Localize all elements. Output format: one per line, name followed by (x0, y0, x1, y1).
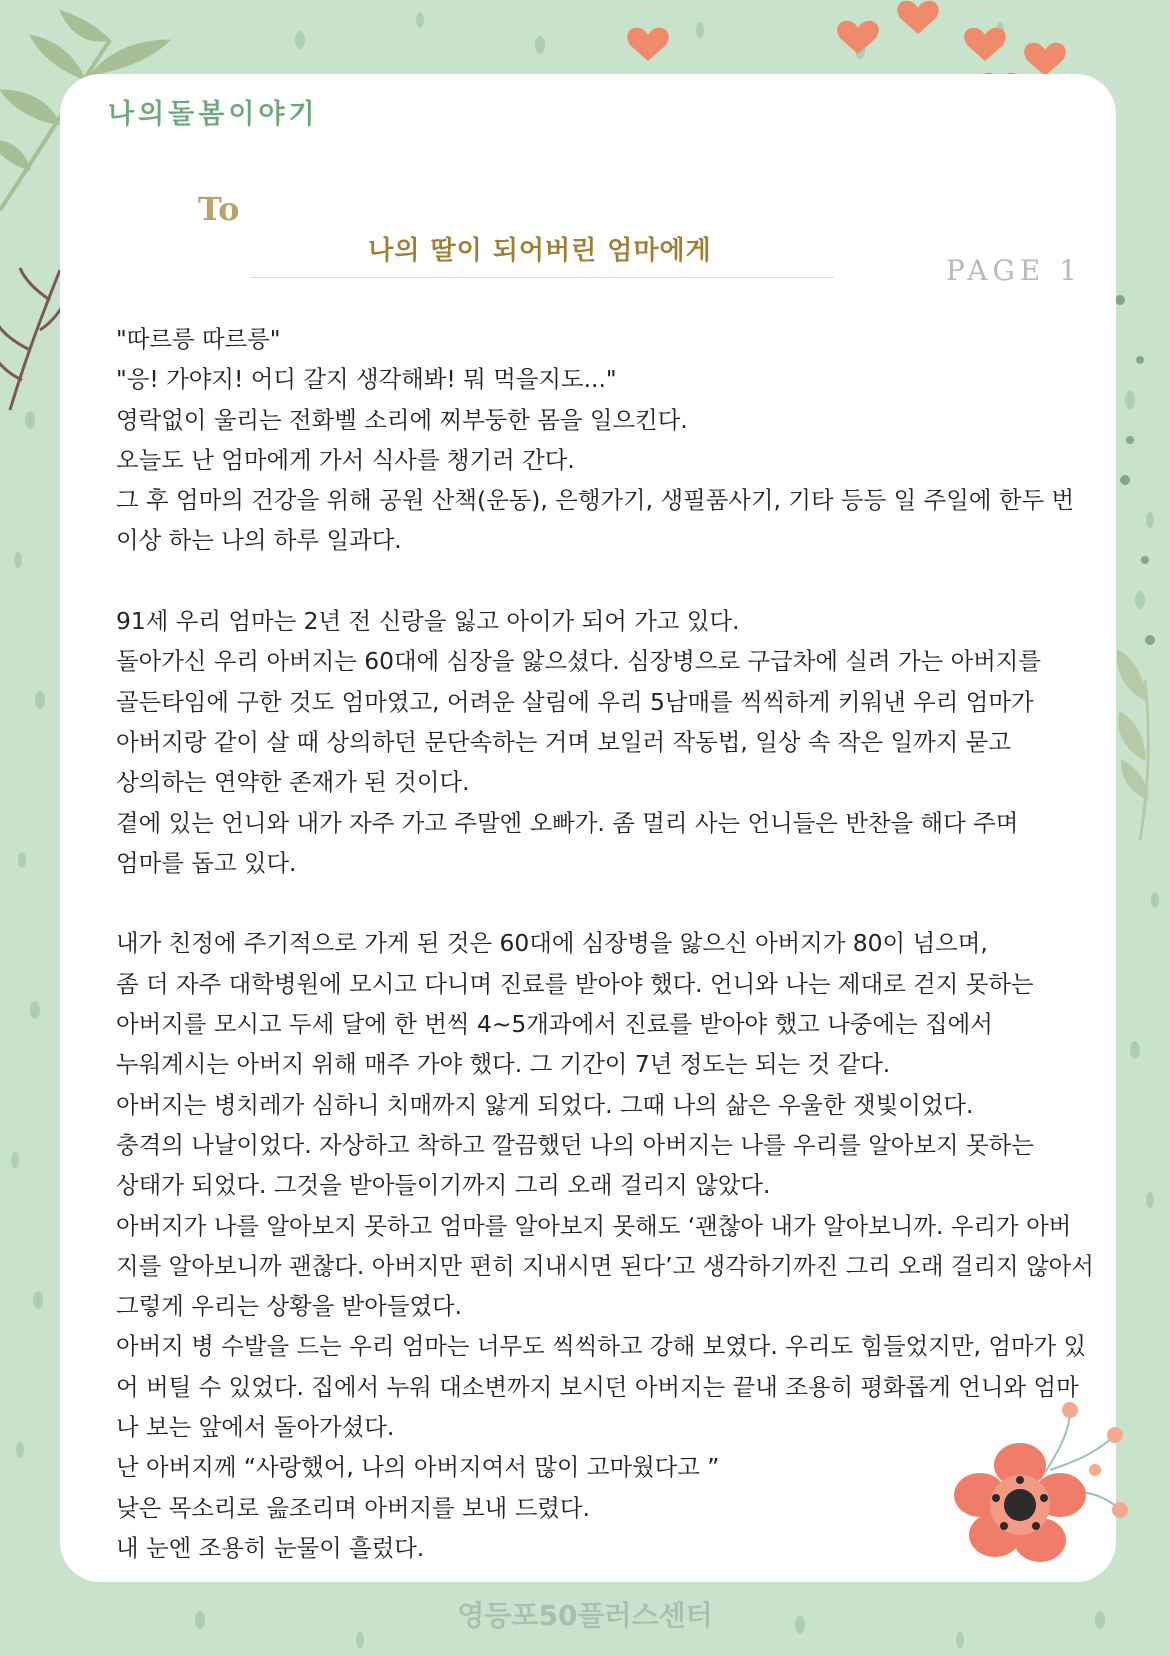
body-line: 아버지를 모시고 두세 달에 한 번씩 4~5개과에서 진료를 받아야 했고 나중에는 집에서 (116, 1010, 993, 1039)
body-line: "따르릉 따르릉" (116, 325, 281, 353)
body-line: 돌아가신 우리 아버지는 60대에 심장을 앓으셨다. 심장병으로 구급차에 실려 가는 아버지를 (116, 647, 1041, 676)
body-line: 난 아버지께 “사랑했어, 나의 아버지여서 많이 고마웠다고 ” (116, 1453, 720, 1482)
body-line: 내가 친정에 주기적으로 가게 된 것은 60대에 심장병을 앓으신 아버지가 80이 넘으며, (116, 929, 988, 958)
body-line: 충격의 나날이었다. 자상하고 착하고 깔끔했던 나의 아버지는 나를 우리를 알아보지 못하는 (116, 1130, 1034, 1159)
flower-icon (950, 1400, 1140, 1580)
body-line: 아버지는 병치레가 심하니 치매까지 앓게 되었다. 그때 나의 삶은 우울한 잿빛이었다. (116, 1090, 974, 1119)
body-line (116, 883, 1096, 923)
body-line (116, 561, 1096, 601)
letter-title: 나의 딸이 되어버린 엄마에게 (368, 236, 712, 266)
body-line: 골든타임에 구한 것도 엄마였고, 어려운 살림에 우리 5남매를 씩씩하게 키워낸 우리 엄마가 (116, 687, 1034, 716)
body-line: 아버지 병 수발을 드는 우리 엄마는 너무도 씩씩하고 강해 보였다. 우리도 힘들었지만, 엄마가 있 (116, 1332, 1087, 1361)
body-line: "응! 가야지! 어디 갈지 생각해봐! 뭐 먹을지도..." (116, 365, 617, 394)
body-line: 곁에 있는 언니와 내가 자주 가고 주말엔 오빠가. 좀 멀리 사는 언니들은 반찬을 해다 주며 (116, 808, 1019, 837)
body-line: 그 후 엄마의 건강을 위해 공원 산책(운동), 은행가기, 생필품사기, 기타 등등 일 주일에 한두 번 (116, 486, 1075, 515)
letter-body (116, 319, 1096, 1568)
to-label: To (198, 190, 240, 228)
body-line: 내 눈엔 조용히 눈물이 흘렀다. (116, 1533, 425, 1562)
body-line: 영락없이 울리는 전화벨 소리에 찌부둥한 몸을 일으킨다. (116, 405, 688, 434)
body-line: 나 보는 앞에서 돌아가셨다. (116, 1413, 395, 1442)
body-line: 어 버틸 수 있었다. 집에서 누워 대소변까지 보시던 아버지는 끝내 조용히 평화롭게 언니와 엄마 (116, 1372, 1079, 1401)
body-line: 91세 우리 엄마는 2년 전 신랑을 잃고 아이가 되어 가고 있다. (116, 607, 740, 636)
body-line: 누워계시는 아버지 위해 매주 가야 했다. 그 기간이 7년 정도는 되는 것 같다. (116, 1050, 891, 1079)
body-line: 낮은 목소리로 읊조리며 아버지를 보내 드렸다. (116, 1493, 590, 1522)
body-line: 좀 더 자주 대학병원에 모시고 다니며 진료를 받아야 했다. 언니와 나는 제대로 걷지 못하는 (116, 969, 1034, 998)
leaf-branch-icon (1117, 650, 1148, 840)
title-divider (250, 277, 834, 278)
series-title: 나의돌봄이야기 (108, 99, 319, 130)
body-line: 상태가 되었다. 그것을 받아들이기까지 그리 오래 걸리지 않았다. (116, 1171, 771, 1200)
body-line: 상의하는 연약한 존재가 된 것이다. (116, 768, 470, 797)
body-line: 오늘도 난 엄마에게 가서 식사를 챙기러 간다. (116, 445, 575, 474)
page-number: PAGE 1 (946, 254, 1083, 287)
body-line: 아버지가 나를 알아보지 못하고 엄마를 알아보지 못해도 ‘괜찮아 내가 알아보니까. 우리가 아버 (116, 1211, 1072, 1240)
body-line: 그렇게 우리는 상황을 받아들였다. (116, 1292, 463, 1321)
body-line: 이상 하는 나의 하루 일과다. (116, 526, 402, 555)
body-line: 아버지랑 같이 살 때 상의하던 문단속하는 거며 보일러 작동법, 일상 속 작은 일까지 묻고 (116, 727, 1011, 756)
body-line: 지를 알아보니까 괜찮다. 아버지만 편히 지내시면 된다’고 생각하기까진 그리 오래 걸리지 않아서 (116, 1251, 1094, 1280)
footer-organization: 영등포50플러스센터 (457, 1599, 713, 1632)
body-line: 엄마를 돕고 있다. (116, 848, 297, 877)
